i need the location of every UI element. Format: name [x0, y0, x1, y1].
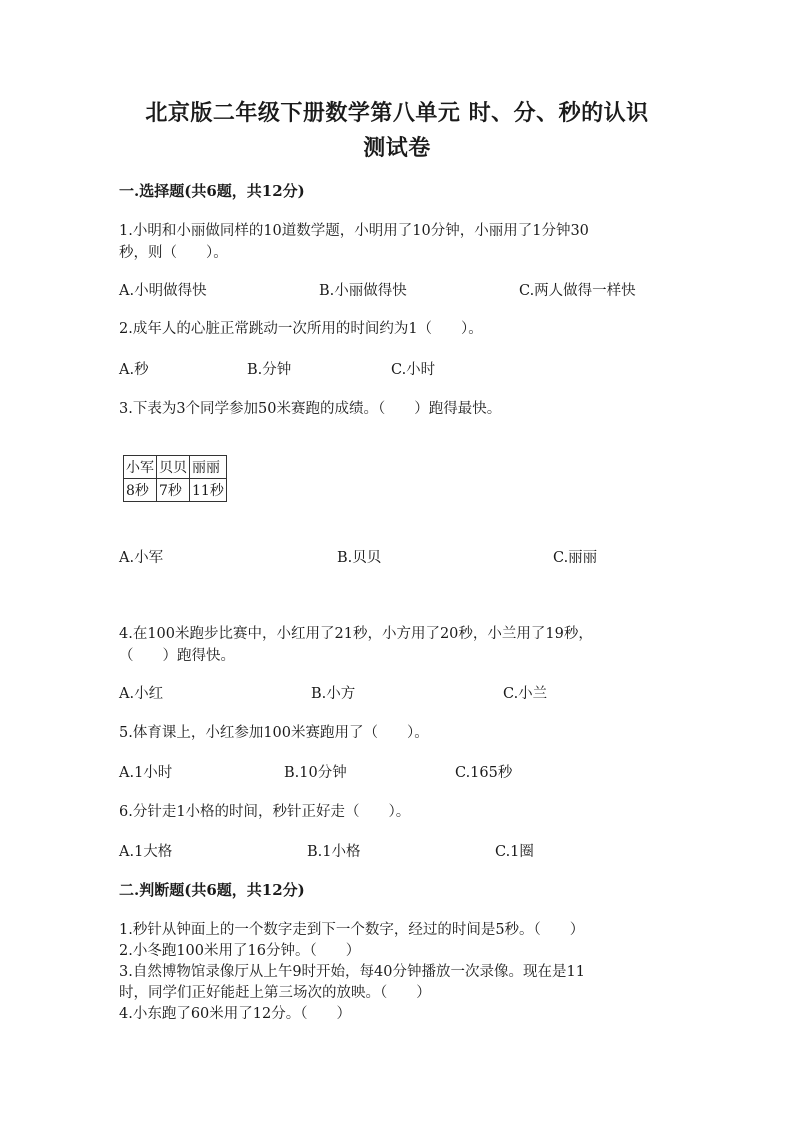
question-4-line-1: 4.在100米跑步比赛中，小红用了21秒，小方用了20秒，小兰用了19秒，: [119, 626, 593, 642]
question-5-option-b: B.10分钟: [284, 765, 347, 781]
table-header-cell: 小军: [124, 456, 157, 479]
title-line-1: 北京版二年级下册数学第八单元 时、分、秒的认识: [145, 100, 649, 126]
table-header-cell: 贝贝: [157, 456, 190, 479]
table-cell: 11秒: [190, 479, 227, 502]
race-times-table: [123, 455, 227, 502]
question-5-option-c: C.165秒: [455, 765, 513, 781]
question-2-line-1: 2.成年人的心脏正常跳动一次所用的时间约为1（ ）。: [119, 321, 483, 337]
question-2-option-b: B.分钟: [247, 362, 292, 378]
question-4-option-c: C.小兰: [503, 686, 548, 702]
question-1-line-2: 秒，则（ ）。: [119, 245, 228, 261]
question-4-option-b: B.小方: [311, 686, 356, 702]
question-3-option-b: B.贝贝: [337, 550, 382, 566]
section-judgement-heading: 二.判断题(共6题，共12分): [119, 881, 305, 899]
question-6-option-c: C.1圈: [495, 844, 534, 860]
question-4-line-2: （ ）跑得快。: [119, 648, 235, 664]
question-3-option-a: A.小军: [119, 550, 164, 566]
judgement-3-line-2: 时，同学们正好能赶上第三场次的放映。（ ）: [119, 985, 431, 1001]
question-3-option-c: C.丽丽: [553, 550, 598, 566]
judgement-3-line-1: 3.自然博物馆录像厅从上午9时开始，每40分钟播放一次录像。现在是11: [119, 964, 585, 980]
judgement-2: 2.小冬跑100米用了16分钟。（ ）: [119, 943, 361, 959]
table-cell: 8秒: [124, 479, 157, 502]
question-6-option-b: B.1小格: [307, 844, 361, 860]
judgement-4: 4.小东跑了60米用了12分。（ ）: [119, 1006, 351, 1022]
table-row: [124, 456, 227, 479]
table-row: [124, 479, 227, 502]
question-5-option-a: A.1小时: [119, 765, 173, 781]
title-line-2: 测试卷: [363, 135, 431, 161]
question-4-option-a: A.小红: [119, 686, 164, 702]
question-2-option-c: C.小时: [391, 362, 436, 378]
table-header-cell: 丽丽: [190, 456, 227, 479]
question-1-option-c: C.两人做得一样快: [519, 283, 636, 299]
table-cell: 7秒: [157, 479, 190, 502]
question-6-line-1: 6.分针走1小格的时间，秒针正好走（ ）。: [119, 804, 411, 820]
question-1-line-1: 1.小明和小丽做同样的10道数学题，小明用了10分钟，小丽用了1分钟30: [119, 223, 589, 239]
question-1-option-b: B.小丽做得快: [319, 283, 407, 299]
question-2-option-a: A.秒: [119, 362, 149, 378]
question-1-option-a: A.小明做得快: [119, 283, 207, 299]
judgement-1: 1.秒针从钟面上的一个数字走到下一个数字，经过的时间是5秒。（ ）: [119, 922, 585, 938]
section-choice-heading: 一.选择题(共6题，共12分): [119, 182, 305, 200]
question-5-line-1: 5.体育课上，小红参加100米赛跑用了（ ）。: [119, 725, 429, 741]
question-6-option-a: A.1大格: [119, 844, 173, 860]
question-3-line-1: 3.下表为3个同学参加50米赛跑的成绩。（ ）跑得最快。: [119, 401, 502, 417]
